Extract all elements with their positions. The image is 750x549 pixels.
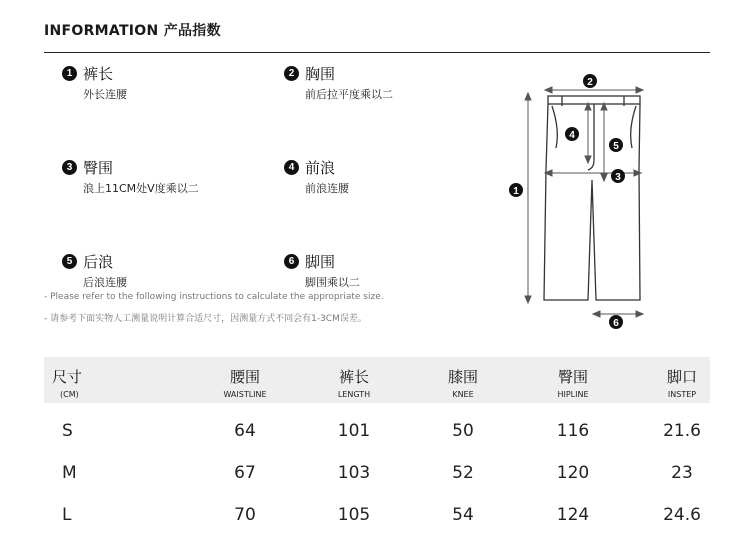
svg-text:4: 4 bbox=[569, 130, 575, 141]
pants-outline bbox=[544, 96, 640, 300]
knee-cell: 52 bbox=[452, 463, 474, 483]
instep-cell: 23 bbox=[671, 463, 693, 483]
svg-text:1: 1 bbox=[513, 186, 519, 197]
hipline-cell: 116 bbox=[556, 421, 590, 441]
svg-text:3: 3 bbox=[615, 172, 621, 183]
waistline-cell: 70 bbox=[234, 505, 256, 525]
measure-item-chest bbox=[284, 63, 393, 102]
number-badge: 5 bbox=[62, 254, 77, 269]
diagram-label-6 bbox=[609, 315, 623, 329]
measure-name: 脚围 bbox=[305, 253, 336, 271]
number-badge: 4 bbox=[284, 160, 299, 175]
measure-desc: 前后拉平度乘以二 bbox=[305, 88, 393, 101]
header-knee: 膝围 KNEE bbox=[447, 368, 478, 399]
measure-desc: 浪上11CM处V度乘以二 bbox=[83, 182, 199, 195]
measure-desc: 后浪连腰 bbox=[83, 276, 127, 289]
header-instep: 脚口 INSTEP bbox=[666, 368, 697, 399]
svg-text:6: 6 bbox=[613, 318, 619, 329]
measure-name: 后浪 bbox=[83, 253, 114, 271]
header-divider bbox=[44, 52, 710, 53]
pants-diagram bbox=[500, 60, 670, 340]
length-cell: 101 bbox=[337, 421, 371, 441]
page-title: INFORMATION 产品指数 bbox=[44, 23, 221, 39]
measure-name: 胸围 bbox=[305, 65, 336, 83]
hipline-cell: 124 bbox=[556, 505, 590, 525]
number-badge: 2 bbox=[284, 66, 299, 81]
instep-cell: 21.6 bbox=[663, 421, 701, 441]
length-cell: 105 bbox=[337, 505, 371, 525]
instep-cell: 24.6 bbox=[663, 505, 701, 525]
diagram-label-1 bbox=[509, 183, 523, 197]
measure-desc: 外长连腰 bbox=[83, 88, 127, 101]
measure-name: 臀围 bbox=[83, 159, 114, 177]
measure-desc: 脚围乘以二 bbox=[305, 276, 360, 289]
size-table-header bbox=[44, 357, 710, 403]
knee-cell: 50 bbox=[452, 421, 474, 441]
note-chinese: - 请参考下面实物人工测量说明计算合适尺寸，因测量方式不同会有1-3CM误差。 bbox=[44, 314, 367, 324]
measure-item-back-rise bbox=[62, 251, 127, 290]
measure-name: 裤长 bbox=[83, 65, 114, 83]
number-badge: 1 bbox=[62, 66, 77, 81]
measure-item-length bbox=[62, 63, 127, 102]
header-hipline: 臀围 HIPLINE bbox=[557, 368, 589, 399]
hipline-cell: 120 bbox=[556, 463, 590, 483]
length-cell: 103 bbox=[337, 463, 371, 483]
knee-cell: 54 bbox=[452, 505, 474, 525]
diagram-label-5 bbox=[609, 138, 623, 152]
measure-item-hip bbox=[62, 157, 199, 196]
size-cell: S bbox=[62, 421, 73, 441]
diagram-label-2 bbox=[583, 74, 597, 88]
header-size: 尺寸 (CM) bbox=[52, 368, 83, 399]
number-badge: 6 bbox=[284, 254, 299, 269]
number-badge: 3 bbox=[62, 160, 77, 175]
diagram-label-4 bbox=[565, 127, 579, 141]
header-waistline: 腰围 WAISTLINE bbox=[223, 368, 267, 399]
measure-name: 前浪 bbox=[305, 159, 336, 177]
waistline-cell: 64 bbox=[234, 421, 256, 441]
measure-desc: 前浪连腰 bbox=[305, 182, 349, 195]
header-length: 裤长 LENGTH bbox=[337, 368, 371, 399]
measure-item-front-rise bbox=[284, 157, 349, 196]
size-cell: L bbox=[62, 505, 72, 525]
measure-item-leg-opening bbox=[284, 251, 360, 290]
note-english: - Please refer to the following instructions to calculate the appropriate size. bbox=[44, 292, 384, 302]
waistline-cell: 67 bbox=[234, 463, 256, 483]
size-cell: M bbox=[62, 463, 77, 483]
diagram-label-3 bbox=[611, 169, 625, 183]
svg-text:2: 2 bbox=[587, 77, 593, 88]
svg-text:5: 5 bbox=[613, 141, 619, 152]
